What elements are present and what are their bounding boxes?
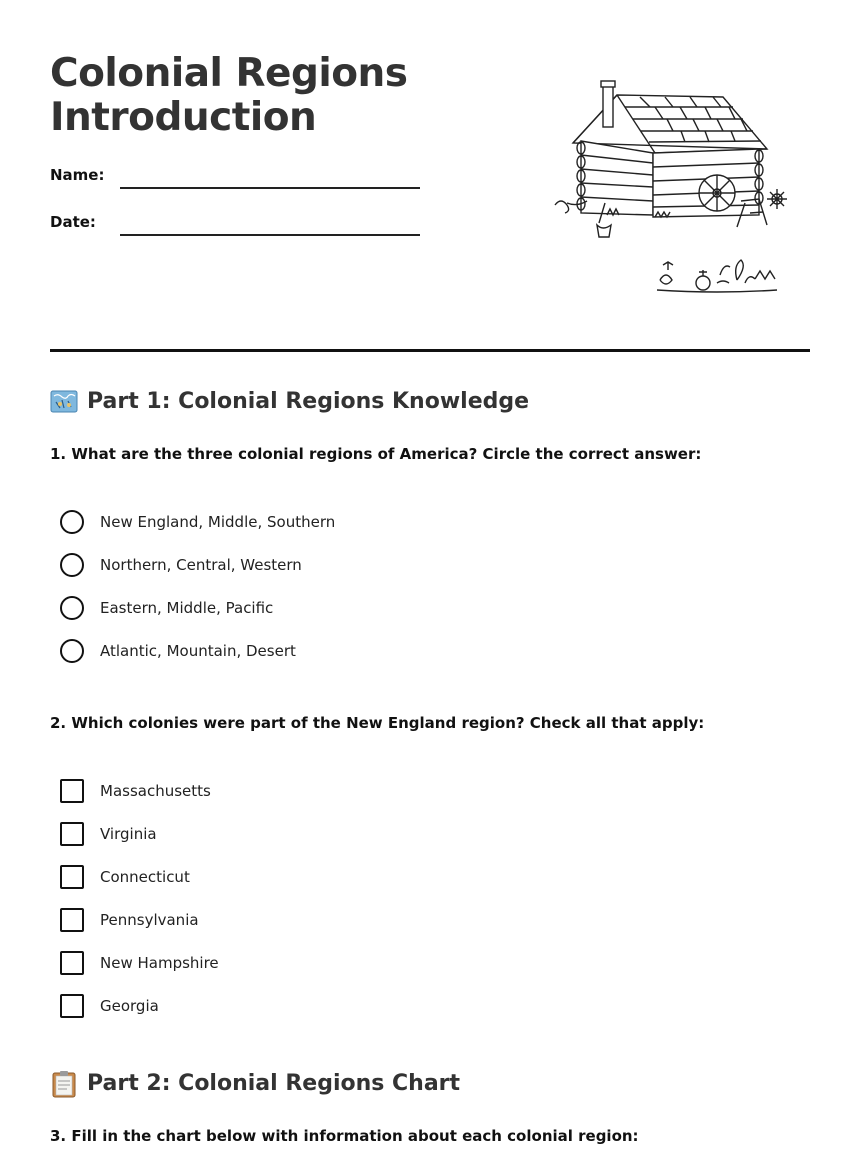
radio-button[interactable] xyxy=(60,510,84,534)
q2-option[interactable] xyxy=(60,779,211,803)
q1-option[interactable] xyxy=(60,639,296,663)
option-label: Massachusetts xyxy=(100,782,211,800)
option-label: Virginia xyxy=(100,825,157,843)
option-label: Eastern, Middle, Pacific xyxy=(100,599,274,617)
q2-option[interactable] xyxy=(60,822,157,846)
q1-option[interactable] xyxy=(60,510,335,534)
question-1: 1. What are the three colonial regions of America? Circle the correct answer: xyxy=(50,445,702,463)
q2-option[interactable] xyxy=(60,994,159,1018)
part2-title: Part 2: Colonial Regions Chart xyxy=(87,1070,461,1096)
name-label: Name: xyxy=(50,166,105,184)
q1-option[interactable] xyxy=(60,596,273,620)
log-cabin-illustration xyxy=(545,75,800,305)
option-label: Atlantic, Mountain, Desert xyxy=(100,642,296,660)
option-label: New Hampshire xyxy=(100,954,219,972)
clipboard-icon xyxy=(50,1070,78,1096)
checkbox[interactable] xyxy=(60,822,84,846)
checkbox[interactable] xyxy=(60,951,84,975)
date-field[interactable] xyxy=(120,234,420,236)
question-3: 3. Fill in the chart below with information about each colonial region: xyxy=(50,1127,639,1145)
radio-button[interactable] xyxy=(60,639,84,663)
option-label: Connecticut xyxy=(100,868,190,886)
option-label: Northern, Central, Western xyxy=(100,556,302,574)
section-divider xyxy=(50,349,810,352)
part1-title: Part 1: Colonial Regions Knowledge xyxy=(87,388,530,414)
radio-button[interactable] xyxy=(60,553,84,577)
q1-option[interactable] xyxy=(60,553,302,577)
q2-option[interactable] xyxy=(60,865,190,889)
part2-heading xyxy=(50,1070,460,1096)
radio-button[interactable] xyxy=(60,596,84,620)
option-label: New England, Middle, Southern xyxy=(100,513,336,531)
question-2: 2. Which colonies were part of the New England region? Check all that apply: xyxy=(50,714,705,732)
date-label: Date: xyxy=(50,213,96,231)
checkbox[interactable] xyxy=(60,865,84,889)
option-label: Pennsylvania xyxy=(100,911,199,929)
q2-option[interactable] xyxy=(60,908,199,932)
part1-heading xyxy=(50,388,529,414)
checkbox[interactable] xyxy=(60,779,84,803)
q2-option[interactable] xyxy=(60,951,219,975)
checkbox[interactable] xyxy=(60,908,84,932)
map-icon xyxy=(50,388,78,414)
name-field[interactable] xyxy=(120,187,420,189)
option-label: Georgia xyxy=(100,997,159,1015)
checkbox[interactable] xyxy=(60,994,84,1018)
page-title: Colonial Regions Introduction xyxy=(50,51,408,140)
